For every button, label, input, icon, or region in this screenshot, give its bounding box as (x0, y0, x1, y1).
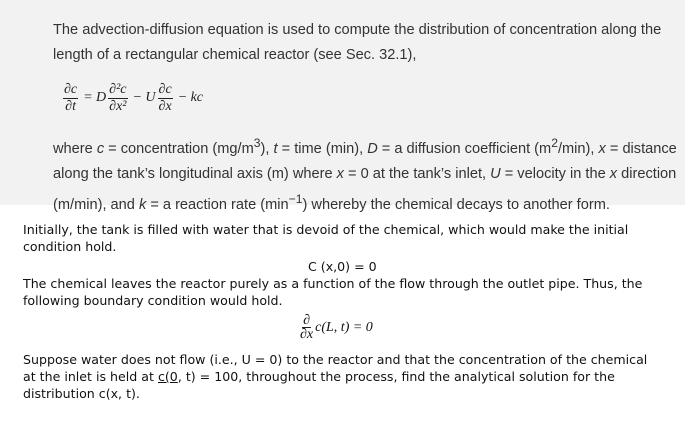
boundary-expression: c(L, t) = 0 (315, 319, 373, 335)
diffusion-coefficient: D (96, 90, 107, 105)
boundary-condition-paragraph: The chemical leaves the reactor purely as a function of the flow through the outlet pipe. Thus, the following boundary condition would hold. (23, 276, 643, 308)
equals-sign: = (84, 90, 93, 105)
numerator: ∂²c (109, 81, 127, 97)
initial-condition-equation: C (x,0) = 0 (308, 259, 377, 274)
minus-sign: − (133, 90, 142, 105)
underlined-c0: c(0 (157, 369, 178, 384)
velocity-symbol: U (145, 90, 156, 105)
intro-paragraph: The advection-diffusion equation is used to compute the distribution of concentration along the length of a rectangular chemical reactor (see Sec. 32.1), (53, 22, 662, 63)
reaction-term: kc (190, 90, 204, 105)
numerator: ∂c (64, 81, 78, 97)
numerator: ∂c (158, 81, 172, 97)
first-derivative-fraction (158, 82, 173, 115)
denominator: ∂x (158, 98, 172, 114)
denominator: ∂x² (109, 98, 127, 114)
question-paragraph: Suppose water does not flow (i.e., U = 0) to the reactor and that the concentration of the chemical at the inlet is held at c(0, t) = 100, throughout the process, find the analytical solution for the distribution c(x, t). (23, 352, 648, 401)
advection-diffusion-equation (61, 78, 203, 118)
initial-condition-paragraph: Initially, the tank is filled with water that is devoid of the chemical, which would make the initial condition hold. (23, 222, 629, 254)
denominator: ∂t (65, 98, 76, 114)
partial-x-fraction (300, 314, 313, 341)
dc-dt-fraction (63, 82, 78, 115)
second-derivative-fraction (108, 82, 127, 115)
numerator: ∂ (303, 313, 311, 328)
denominator: ∂x (300, 327, 314, 342)
textbook-excerpt (0, 0, 685, 213)
definitions-paragraph: where c = concentration $(mg/m^3)$, t = time (min), D = a diffusion coefficient $(m^2/\min)$, x = distance along the tank’s longitudinal axis (m) where x = 0 at the tank’s inlet, U = velocity in the x direction (m/min), and k = a reaction rate $(\min^{-1})$ whereby the chemical decays to another form. (53, 136, 677, 213)
minus-sign: − (178, 90, 187, 105)
boundary-condition-equation (298, 314, 373, 341)
